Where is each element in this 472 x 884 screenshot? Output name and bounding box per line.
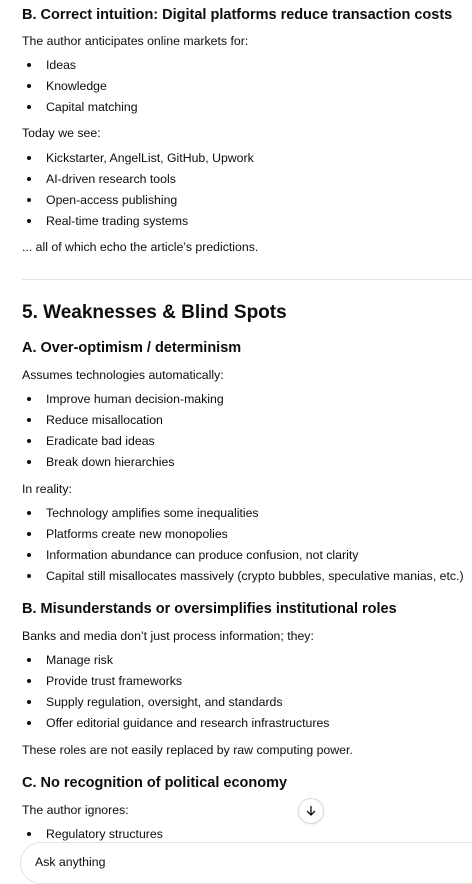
- list-item: Reduce misallocation: [22, 411, 224, 432]
- today-label: Today we see:: [22, 126, 101, 140]
- institutional-roles-list: [22, 651, 329, 735]
- list-item: Information abundance can produce confusion, not clarity: [22, 546, 464, 567]
- list-item: Provide trust frameworks: [22, 672, 329, 693]
- list-item: Ideas: [22, 56, 138, 77]
- message-composer[interactable]: [20, 842, 472, 884]
- scroll-to-bottom-button[interactable]: [298, 798, 324, 824]
- ignores-intro: The author ignores:: [22, 803, 129, 817]
- heading-correct-intuition: B. Correct intuition: Digital platforms reduce transaction costs: [22, 7, 453, 23]
- list-item: Capital matching: [22, 98, 138, 119]
- list-item: Knowledge: [22, 77, 138, 98]
- arrow-down-icon: [305, 805, 317, 817]
- list-item: Eradicate bad ideas: [22, 432, 224, 453]
- list-item: Platforms create new monopolies: [22, 525, 464, 546]
- banks-intro: Banks and media don’t just process information; they:: [22, 629, 314, 643]
- roles-closing: These roles are not easily replaced by raw computing power.: [22, 743, 353, 757]
- assumptions-list: [22, 390, 224, 474]
- list-item: AI-driven research tools: [22, 170, 254, 191]
- list-item: Technology amplifies some inequalities: [22, 504, 464, 525]
- list-item: Kickstarter, AngelList, GitHub, Upwork: [22, 149, 254, 170]
- list-item: Regulatory structures: [22, 825, 163, 846]
- markets-intro: The author anticipates online markets for:: [22, 34, 249, 48]
- list-item: Supply regulation, oversight, and standards: [22, 693, 329, 714]
- list-item: Offer editorial guidance and research infrastructures: [22, 714, 329, 735]
- today-list: [22, 149, 254, 233]
- assumes-intro: Assumes technologies automatically:: [22, 368, 224, 382]
- list-item: Improve human decision-making: [22, 390, 224, 411]
- composer-placeholder: Ask anything: [35, 855, 106, 869]
- list-item: Capital still misallocates massively (crypto bubbles, speculative manias, etc.): [22, 567, 464, 588]
- reality-list: [22, 504, 464, 588]
- reality-label: In reality:: [22, 482, 72, 496]
- predictions-closing: ... all of which echo the article’s predictions.: [22, 240, 259, 254]
- heading-political-economy: C. No recognition of political economy: [22, 775, 288, 791]
- list-item: Open-access publishing: [22, 191, 254, 212]
- heading-over-optimism: A. Over-optimism / determinism: [22, 340, 242, 356]
- list-item: Break down hierarchies: [22, 453, 224, 474]
- list-item: Real-time trading systems: [22, 212, 254, 233]
- markets-list: [22, 56, 138, 119]
- section-title: 5. Weaknesses & Blind Spots: [22, 302, 287, 323]
- heading-institutional-roles: B. Misunderstands or oversimplifies institutional roles: [22, 601, 397, 617]
- section-divider: [22, 279, 472, 280]
- list-item: Manage risk: [22, 651, 329, 672]
